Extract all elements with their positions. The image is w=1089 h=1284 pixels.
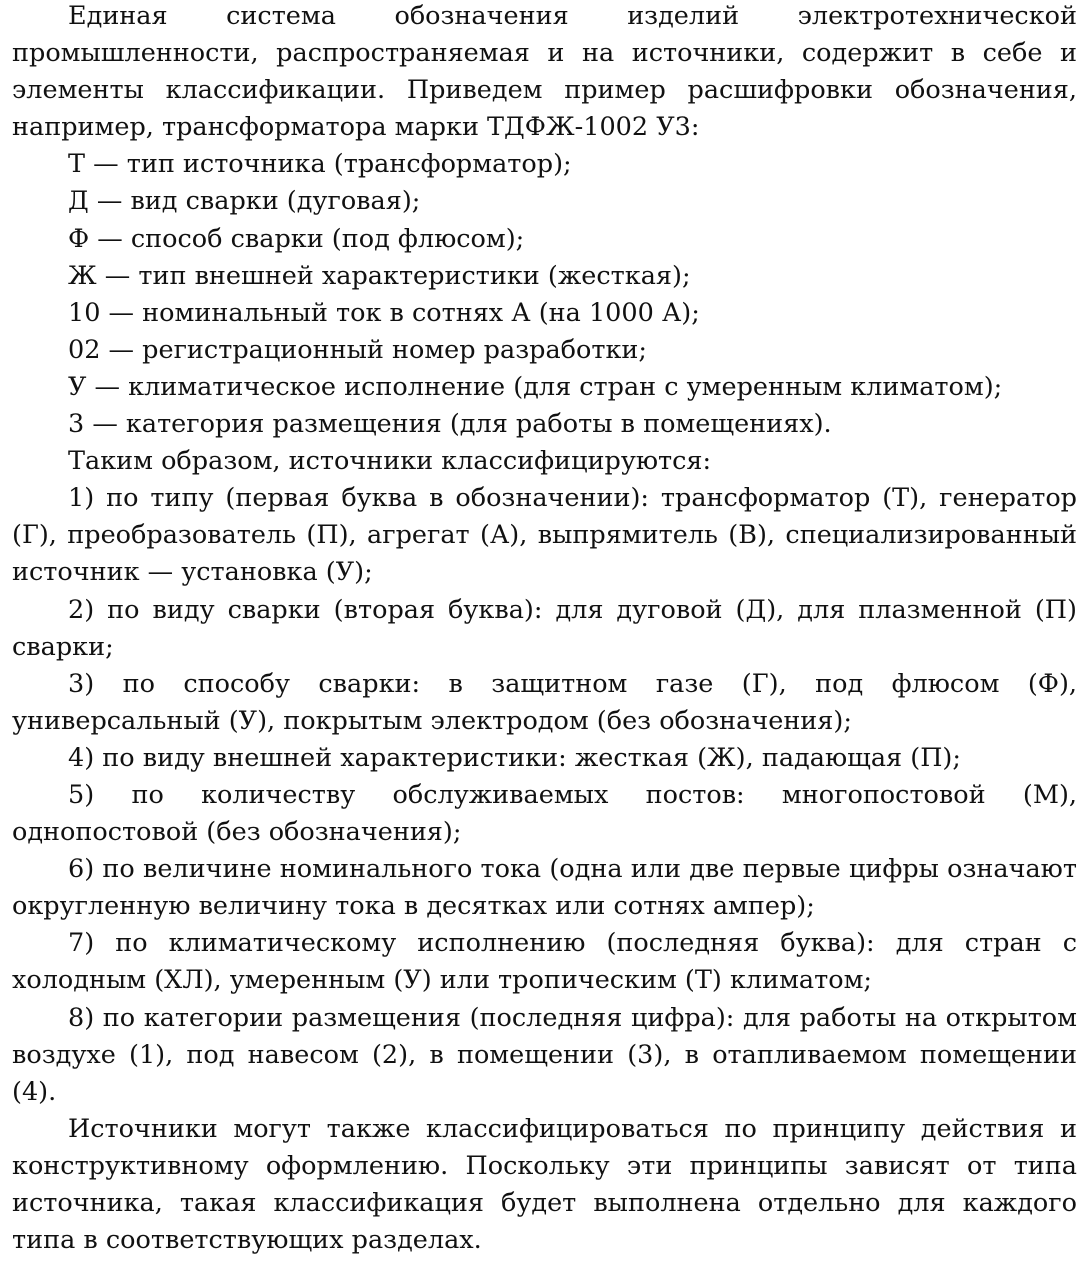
- classification-item: 5) по количеству обслуживаемых постов: многопостовой (М), однопостовой (без обозначения);: [12, 779, 1077, 848]
- classification-item: 7) по климатическому исполнению (последняя буква): для стран с холодным (ХЛ), умеренным (У) или тропическим (Т) климатом;: [12, 928, 1077, 996]
- designation-decoding-list: [12, 146, 1077, 443]
- classification-item: 2) по виду сварки (вторая буква): для дуговой (Д), для плазменной (П) сварки;: [12, 594, 1077, 662]
- decoding-item: Д — вид сварки (дуговая);: [68, 186, 421, 217]
- decoding-item: 10 — номинальный ток в сотнях А (на 1000 А);: [68, 297, 700, 328]
- decoding-item: Ж — тип внешней характеристики (жесткая);: [68, 260, 691, 291]
- classification-list: [12, 480, 1077, 1111]
- classification-item: 1) по типу (первая буква в обозначении): трансформатор (Т), генератор (Г), преобразователь (П), агрегат (А), выпрямитель (В), специализированный источник — установка (У);: [12, 483, 1077, 588]
- classification-lead: Таким образом, источники классифицируются:: [68, 446, 712, 477]
- decoding-item: 02 — регистрационный номер разработки;: [68, 334, 647, 365]
- closing-paragraph: Источники могут также классифицироваться по принципу действия и конструктивному оформлению. Поскольку эти принципы зависят от типа источника, такая классификация будет выполнена отдельно для каждого типа в соответствующих разделах.: [12, 1113, 1077, 1256]
- intro-paragraph: Единая система обозначения изделий электротехнической промышленности, распространяемая и на источники, содержит в себе и элементы классификации. Приведем пример расшифровки обозначения, например, трансформатора марки ТДФЖ-1002 У3:: [12, 1, 1077, 143]
- decoding-item: 3 — категория размещения (для работы в помещениях).: [68, 409, 832, 440]
- decoding-item: У — климатическое исполнение (для стран с умеренным климатом);: [68, 371, 1003, 402]
- classification-item: 3) по способу сварки: в защитном газе (Г), под флюсом (Ф), универсальный (У), покрытым электродом (без обозначения);: [12, 668, 1077, 736]
- classification-item: 4) по виду внешней характеристики: жесткая (Ж), падающая (П);: [68, 742, 961, 773]
- classification-item: 6) по величине номинального тока (одна или две первые цифры означают округленную величину тока в десятках или сотнях ампер);: [12, 854, 1077, 922]
- classification-item: 8) по категории размещения (последняя цифра): для работы на открытом воздухе (1), под навесом (2), в помещении (3), в отапливаемом помещении (4).: [12, 1002, 1077, 1107]
- decoding-item: Ф — способ сварки (под флюсом);: [68, 223, 525, 254]
- decoding-item: Т — тип источника (трансформатор);: [68, 149, 572, 180]
